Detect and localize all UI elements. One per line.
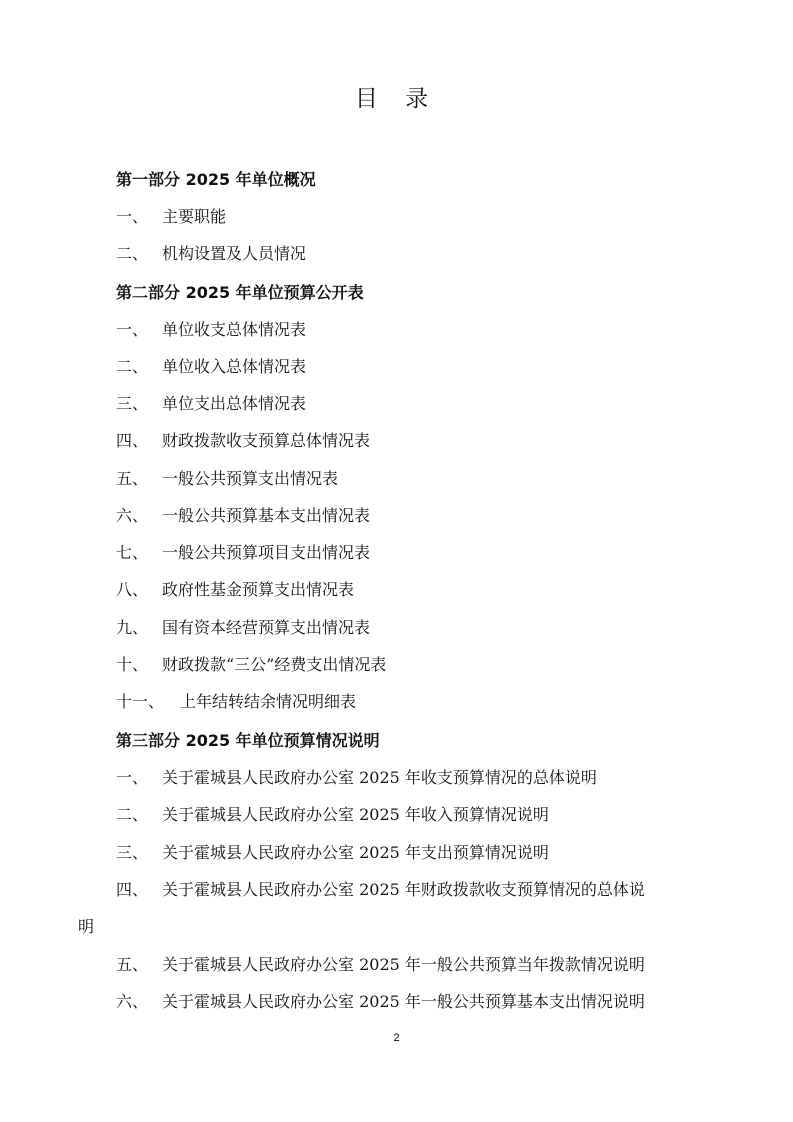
part1-heading: 第一部分 2025 年单位概况 <box>116 170 316 189</box>
toc-item-number: 三、 <box>116 843 149 862</box>
toc-item-text: 政府性基金预算支出情况表 <box>162 580 355 599</box>
toc-item-text: 关于霍城县人民政府办公室 2025 年一般公共预算当年拨款情况说明 <box>162 955 645 974</box>
toc-item-number: 三、 <box>116 394 149 413</box>
toc-item <box>116 952 645 975</box>
toc-item <box>116 577 354 600</box>
toc-item <box>116 466 338 489</box>
toc-item-text: 一般公共预算项目支出情况表 <box>162 543 371 562</box>
toc-item-number: 五、 <box>116 469 149 488</box>
toc-item-number: 六、 <box>116 992 149 1011</box>
toc-item <box>116 428 370 451</box>
toc-item <box>116 802 549 825</box>
toc-item <box>116 204 226 227</box>
toc-item-text: 主要职能 <box>162 207 227 226</box>
toc-item-number: 七、 <box>116 543 149 562</box>
toc-item-continuation: 明 <box>78 917 95 936</box>
toc-item-number: 一、 <box>116 768 149 787</box>
toc-item-number: 二、 <box>116 805 149 824</box>
toc-item <box>116 652 386 675</box>
toc-item-number: 十、 <box>116 655 149 674</box>
toc-item <box>116 354 306 377</box>
toc-item-number: 九、 <box>116 618 149 637</box>
toc-item-number: 六、 <box>116 506 149 525</box>
toc-item-text: 单位收入总体情况表 <box>162 357 307 376</box>
toc-item <box>116 391 306 414</box>
toc-item-text: 关于霍城县人民政府办公室 2025 年收入预算情况说明 <box>162 805 549 824</box>
toc-item-number: 一、 <box>116 207 149 226</box>
toc-item <box>116 765 597 788</box>
part3-heading: 第三部分 2025 年单位预算情况说明 <box>116 731 380 750</box>
toc-item-text: 单位收支总体情况表 <box>162 320 307 339</box>
page-number: 2 <box>393 1032 400 1044</box>
toc-item-number: 二、 <box>116 357 149 376</box>
toc-item-number: 二、 <box>116 244 149 263</box>
toc-title: 目 录 <box>354 86 439 112</box>
toc-item-text: 关于霍城县人民政府办公室 2025 年财政拨款收支预算情况的总体说 <box>162 880 645 899</box>
toc-item-text: 一般公共预算基本支出情况表 <box>162 506 371 525</box>
toc-item-number: 四、 <box>116 431 149 450</box>
toc-item-text: 关于霍城县人民政府办公室 2025 年支出预算情况说明 <box>162 843 549 862</box>
toc-item <box>116 540 370 563</box>
toc-item-text: 关于霍城县人民政府办公室 2025 年收支预算情况的总体说明 <box>162 768 597 787</box>
toc-item-number: 八、 <box>116 580 149 599</box>
toc-item-number: 四、 <box>116 880 149 899</box>
toc-item-text: 机构设置及人员情况 <box>162 244 307 263</box>
toc-item-text: 国有资本经营预算支出情况表 <box>162 618 371 637</box>
toc-item <box>116 689 356 712</box>
toc-item-text: 财政拨款“三公”经费支出情况表 <box>162 655 387 674</box>
toc-item-text: 单位支出总体情况表 <box>162 394 307 413</box>
toc-item <box>116 317 306 340</box>
toc-item-text: 上年结转结余情况明细表 <box>180 692 357 711</box>
toc-item-text: 财政拨款收支预算总体情况表 <box>162 431 371 450</box>
part2-heading: 第二部分 2025 年单位预算公开表 <box>116 283 364 302</box>
toc-item-text: 关于霍城县人民政府办公室 2025 年一般公共预算基本支出情况说明 <box>162 992 645 1011</box>
toc-item <box>116 989 645 1012</box>
toc-item-number: 十一、 <box>116 692 165 711</box>
toc-item <box>116 877 645 900</box>
toc-item-number: 一、 <box>116 320 149 339</box>
toc-item <box>116 840 549 863</box>
toc-item-text: 一般公共预算支出情况表 <box>162 469 339 488</box>
toc-item <box>116 503 370 526</box>
toc-item-number: 五、 <box>116 955 149 974</box>
toc-item <box>116 241 306 264</box>
toc-item <box>116 615 370 638</box>
